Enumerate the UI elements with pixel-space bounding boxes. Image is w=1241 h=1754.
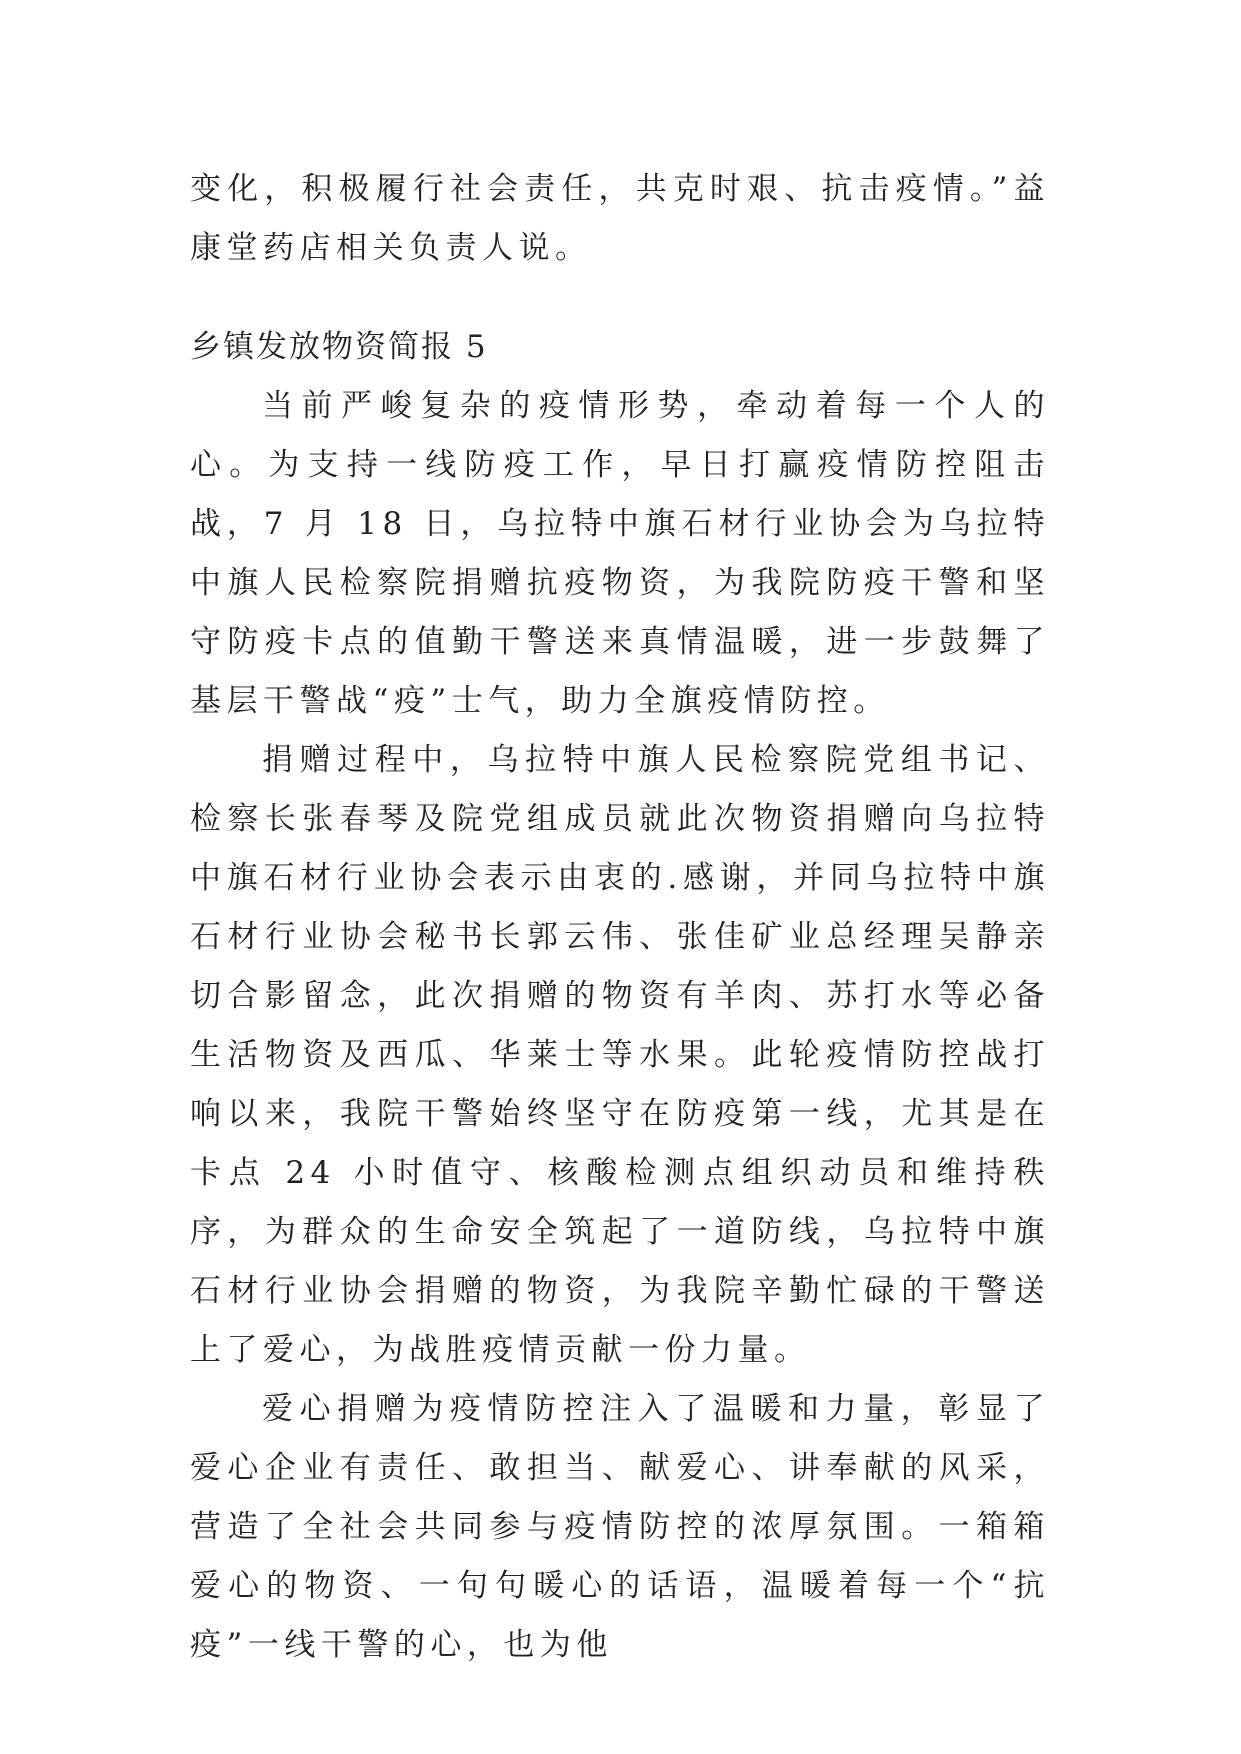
paragraph-3: 爱心捐赠为疫情防控注入了温暖和力量，彰显了爱心企业有责任、敢担当、献爱心、讲奉献的风采，营造了全社会共同参与疫情防控的浓厚氛围。一箱箱爱心的物资、一句句暖心的话语，温暖着每一个“抗疫”一线干警的心，也为他	[190, 1391, 1050, 1663]
document-body	[190, 160, 1050, 1675]
section-heading: 乡镇发放物资简报 5	[190, 329, 488, 365]
paragraph-2: 捐赠过程中，乌拉特中旗人民检察院党组书记、检察长张春琴及院党组成员就此次物资捐赠向乌拉特中旗石材行业协会表示由衷的.感谢，并同乌拉特中旗石材行业协会秘书长郭云伟、张佳矿业总经理吴静亲切合影留念，此次捐赠的物资有羊肉、苏打水等必备生活物资及西瓜、华莱士等水果。此轮疫情防控战打响以来，我院干警始终坚守在防疫第一线，尤其是在卡点 24 小时值守、核酸检测点组织动员和维持秩序，为群众的生命安全筑起了一道防线，乌拉特中旗石材行业协会捐赠的物资，为我院辛勤忙碌的干警送上了爱心，为战胜疫情贡献一份力量。	[190, 742, 1050, 1368]
continued-paragraph: 变化，积极履行社会责任，共克时艰、抗击疫情。”益康堂药店相关负责人说。	[190, 171, 1050, 266]
paragraph-1: 当前严峻复杂的疫情形势，牵动着每一个人的心。为支持一线防疫工作，早日打赢疫情防控阻击战，7 月 18 日，乌拉特中旗石材行业协会为乌拉特中旗人民检察院捐赠抗疫物资，为我院防疫干警和坚守防疫卡点的值勤干警送来真情温暖，进一步鼓舞了基层干警战“疫”士气，助力全旗疫情防控。	[190, 388, 1050, 719]
